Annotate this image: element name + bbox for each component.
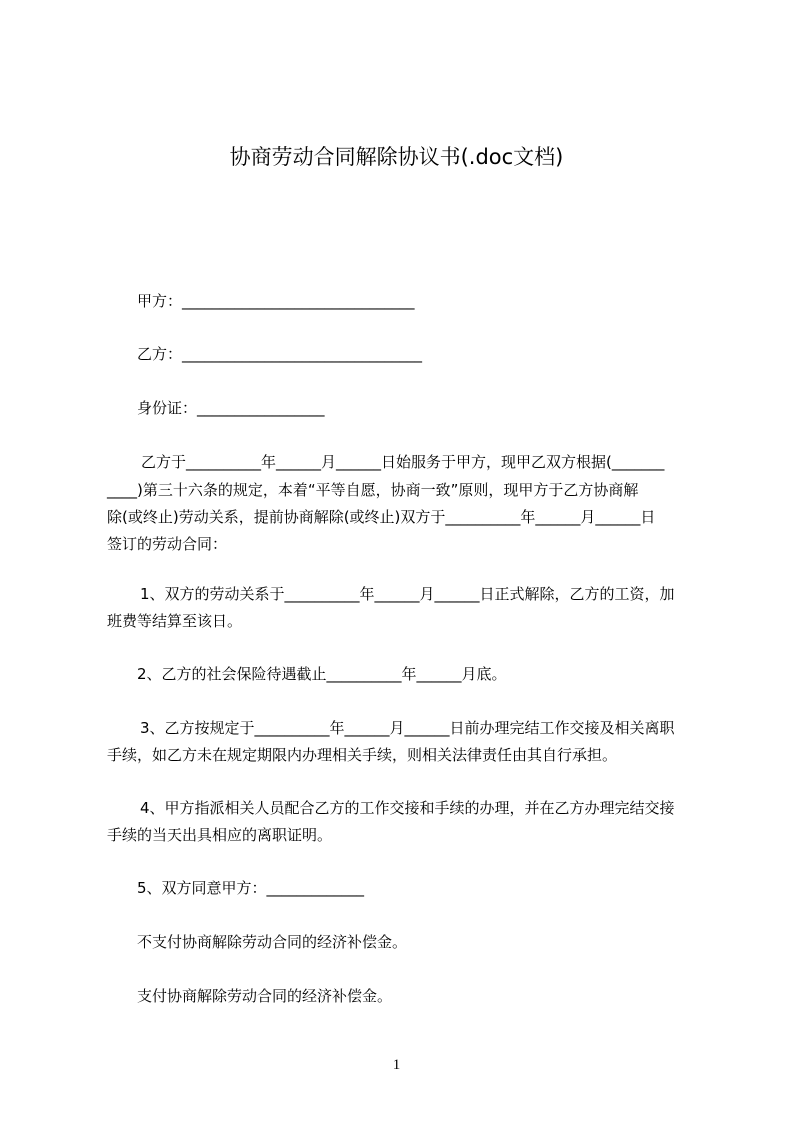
clause-3-line-2: 手续，如乙方未在规定期限内办理相关手续，则相关法律责任由其自行承担。 bbox=[107, 746, 618, 764]
party-a-line: 甲方：_______________________________ bbox=[137, 292, 415, 310]
clause-5: 5、双方同意甲方：_____________ bbox=[137, 879, 365, 897]
clause-4-line-1: 4、甲方指派相关人员配合乙方的工作交接和手续的办理，并在乙方办理完结交接 bbox=[140, 799, 675, 817]
option-no-compensation: 不支付协商解除劳动合同的经济补偿金。 bbox=[137, 933, 408, 951]
clause-1-line-2: 班费等结算至该日。 bbox=[107, 612, 243, 630]
clause-4-line-2: 手续的当天出具相应的离职证明。 bbox=[107, 826, 333, 844]
party-b-line: 乙方：________________________________ bbox=[137, 345, 423, 363]
intro-paragraph-line-3: 除(或终止)劳动关系，提前协商解除(或终止)双方于__________年______月______日 bbox=[107, 508, 656, 526]
intro-paragraph-line-4: 签订的劳动合同： bbox=[107, 535, 228, 553]
option-compensation: 支付协商解除劳动合同的经济补偿金。 bbox=[137, 987, 393, 1005]
clause-2: 2、乙方的社会保险待遇截止__________年______月底。 bbox=[137, 665, 507, 683]
intro-paragraph-line-1: 乙方于__________年______月______日始服务于甲方，现甲乙双方根据(_______ bbox=[141, 453, 665, 471]
document-title: 协商劳动合同解除协议书(.doc文档) bbox=[229, 145, 564, 169]
clause-3-line-1: 3、乙方按规定于__________年______月______日前办理完结工作交接及相关离职 bbox=[140, 719, 675, 737]
intro-paragraph-line-2: ____)第三十六条的规定，本着“平等自愿，协商一致”原则，现甲方于乙方协商解 bbox=[107, 481, 639, 499]
page-number: 1 bbox=[392, 1057, 401, 1073]
id-card-line: 身份证：_________________ bbox=[137, 399, 325, 417]
clause-1-line-1: 1、双方的劳动关系于__________年______月______日正式解除，乙方的工资，加 bbox=[140, 585, 675, 603]
